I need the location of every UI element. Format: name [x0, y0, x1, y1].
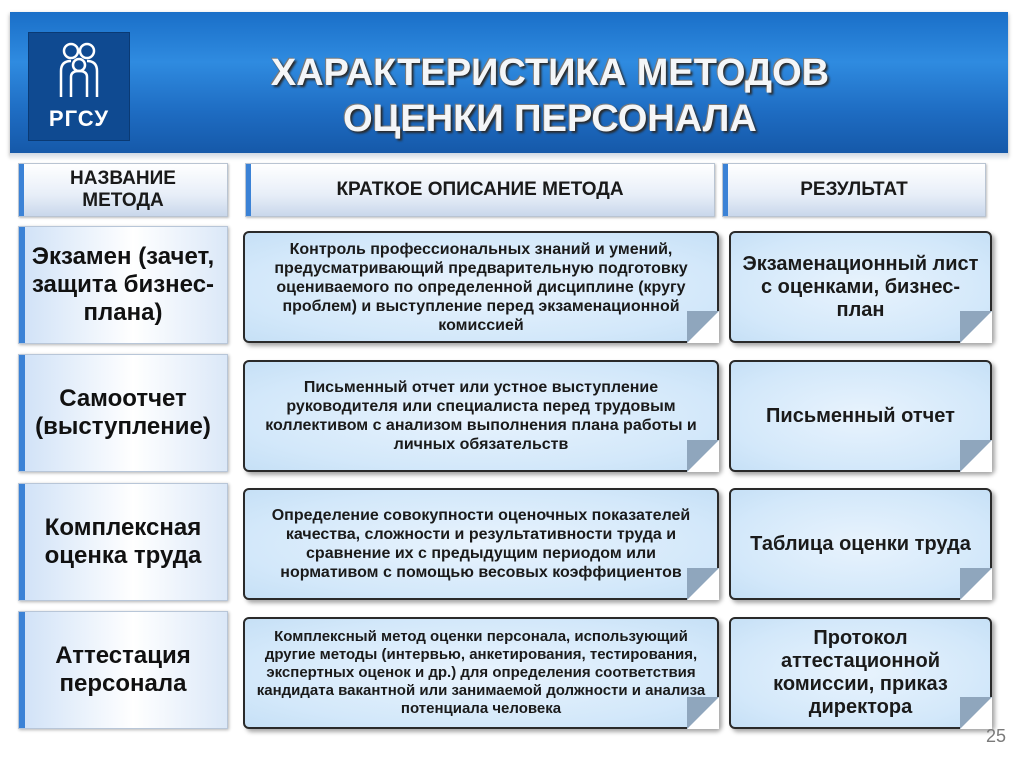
column-header-name [18, 163, 228, 217]
method-name-cell [18, 611, 228, 729]
method-name-cell [18, 226, 228, 344]
method-name-cell [18, 354, 228, 472]
method-result: Таблица оценки труда [750, 532, 971, 555]
people-logo-icon [56, 41, 102, 99]
page-title [160, 50, 940, 142]
method-name: Экзамен (зачет, защита бизнес-плана) [31, 243, 215, 326]
method-description-card [243, 360, 719, 472]
page-curl [687, 311, 719, 343]
title-line-1: ХАРАКТЕРИСТИКА МЕТОДОВ [270, 52, 830, 94]
column-header-description: КРАТКОЕ ОПИСАНИЕ МЕТОДА [245, 163, 715, 217]
method-name: Комплексная оценка труда [44, 514, 202, 569]
method-result-card [729, 231, 992, 343]
column-header-name-line2: МЕТОДА [82, 190, 164, 211]
page-number: 25 [985, 726, 1006, 746]
method-result-card [729, 360, 992, 472]
method-description: Письменный отчет или устное выступление руководителя или специалиста перед трудовым коллективом с анализом выполнения плана работы и личных обязательств [265, 379, 697, 453]
column-header-result: РЕЗУЛЬТАТ [722, 163, 986, 217]
column-header-name-line1: НАЗВАНИЕ [70, 168, 176, 189]
page-curl [960, 568, 992, 600]
method-result: Письменный отчет [766, 404, 955, 427]
method-result: Протокол аттестационной комиссии, приказ директора [773, 627, 948, 718]
rgsu-logo [28, 32, 130, 141]
method-description: Контроль профессиональных знаний и умений, предусматривающий предварительную подготовку оцениваемого по определенной дисциплине (кругу проблем) и выступление перед экзаменационной комиссией [274, 240, 688, 334]
page-curl [960, 440, 992, 472]
title-line-2: ОЦЕНКИ ПЕРСОНАЛА [343, 98, 757, 140]
method-description: Определение совокупности оценочных показателей качества, сложности и результативности труда и сравнение их с предыдущим периодом или нормативом с помощью весовых коэффициентов [271, 507, 691, 581]
page-curl [960, 311, 992, 343]
method-result: Экзаменационный лист с оценками, бизнес-план [742, 252, 979, 321]
method-name: Самоотчет (выступление) [35, 385, 211, 440]
method-description: Комплексный метод оценки персонала, использующий другие методы (интервью, анкетирования, тестирования, экспертных оценок и др.) для определения соответствия кандидата вакантной или занимаемой должности и анализа потенциала человека [256, 628, 706, 717]
method-description-card [243, 488, 719, 600]
logo-text: РГСУ [48, 106, 110, 131]
method-name-cell [18, 483, 228, 601]
header-banner [10, 12, 1008, 155]
page-curl [960, 697, 992, 729]
page-curl [687, 440, 719, 472]
method-name: Аттестация персонала [55, 642, 191, 697]
method-description-card [243, 231, 719, 343]
page-curl [687, 568, 719, 600]
method-description-card [243, 617, 719, 729]
page-curl [687, 697, 719, 729]
method-result-card [729, 617, 992, 729]
method-result-card [729, 488, 992, 600]
